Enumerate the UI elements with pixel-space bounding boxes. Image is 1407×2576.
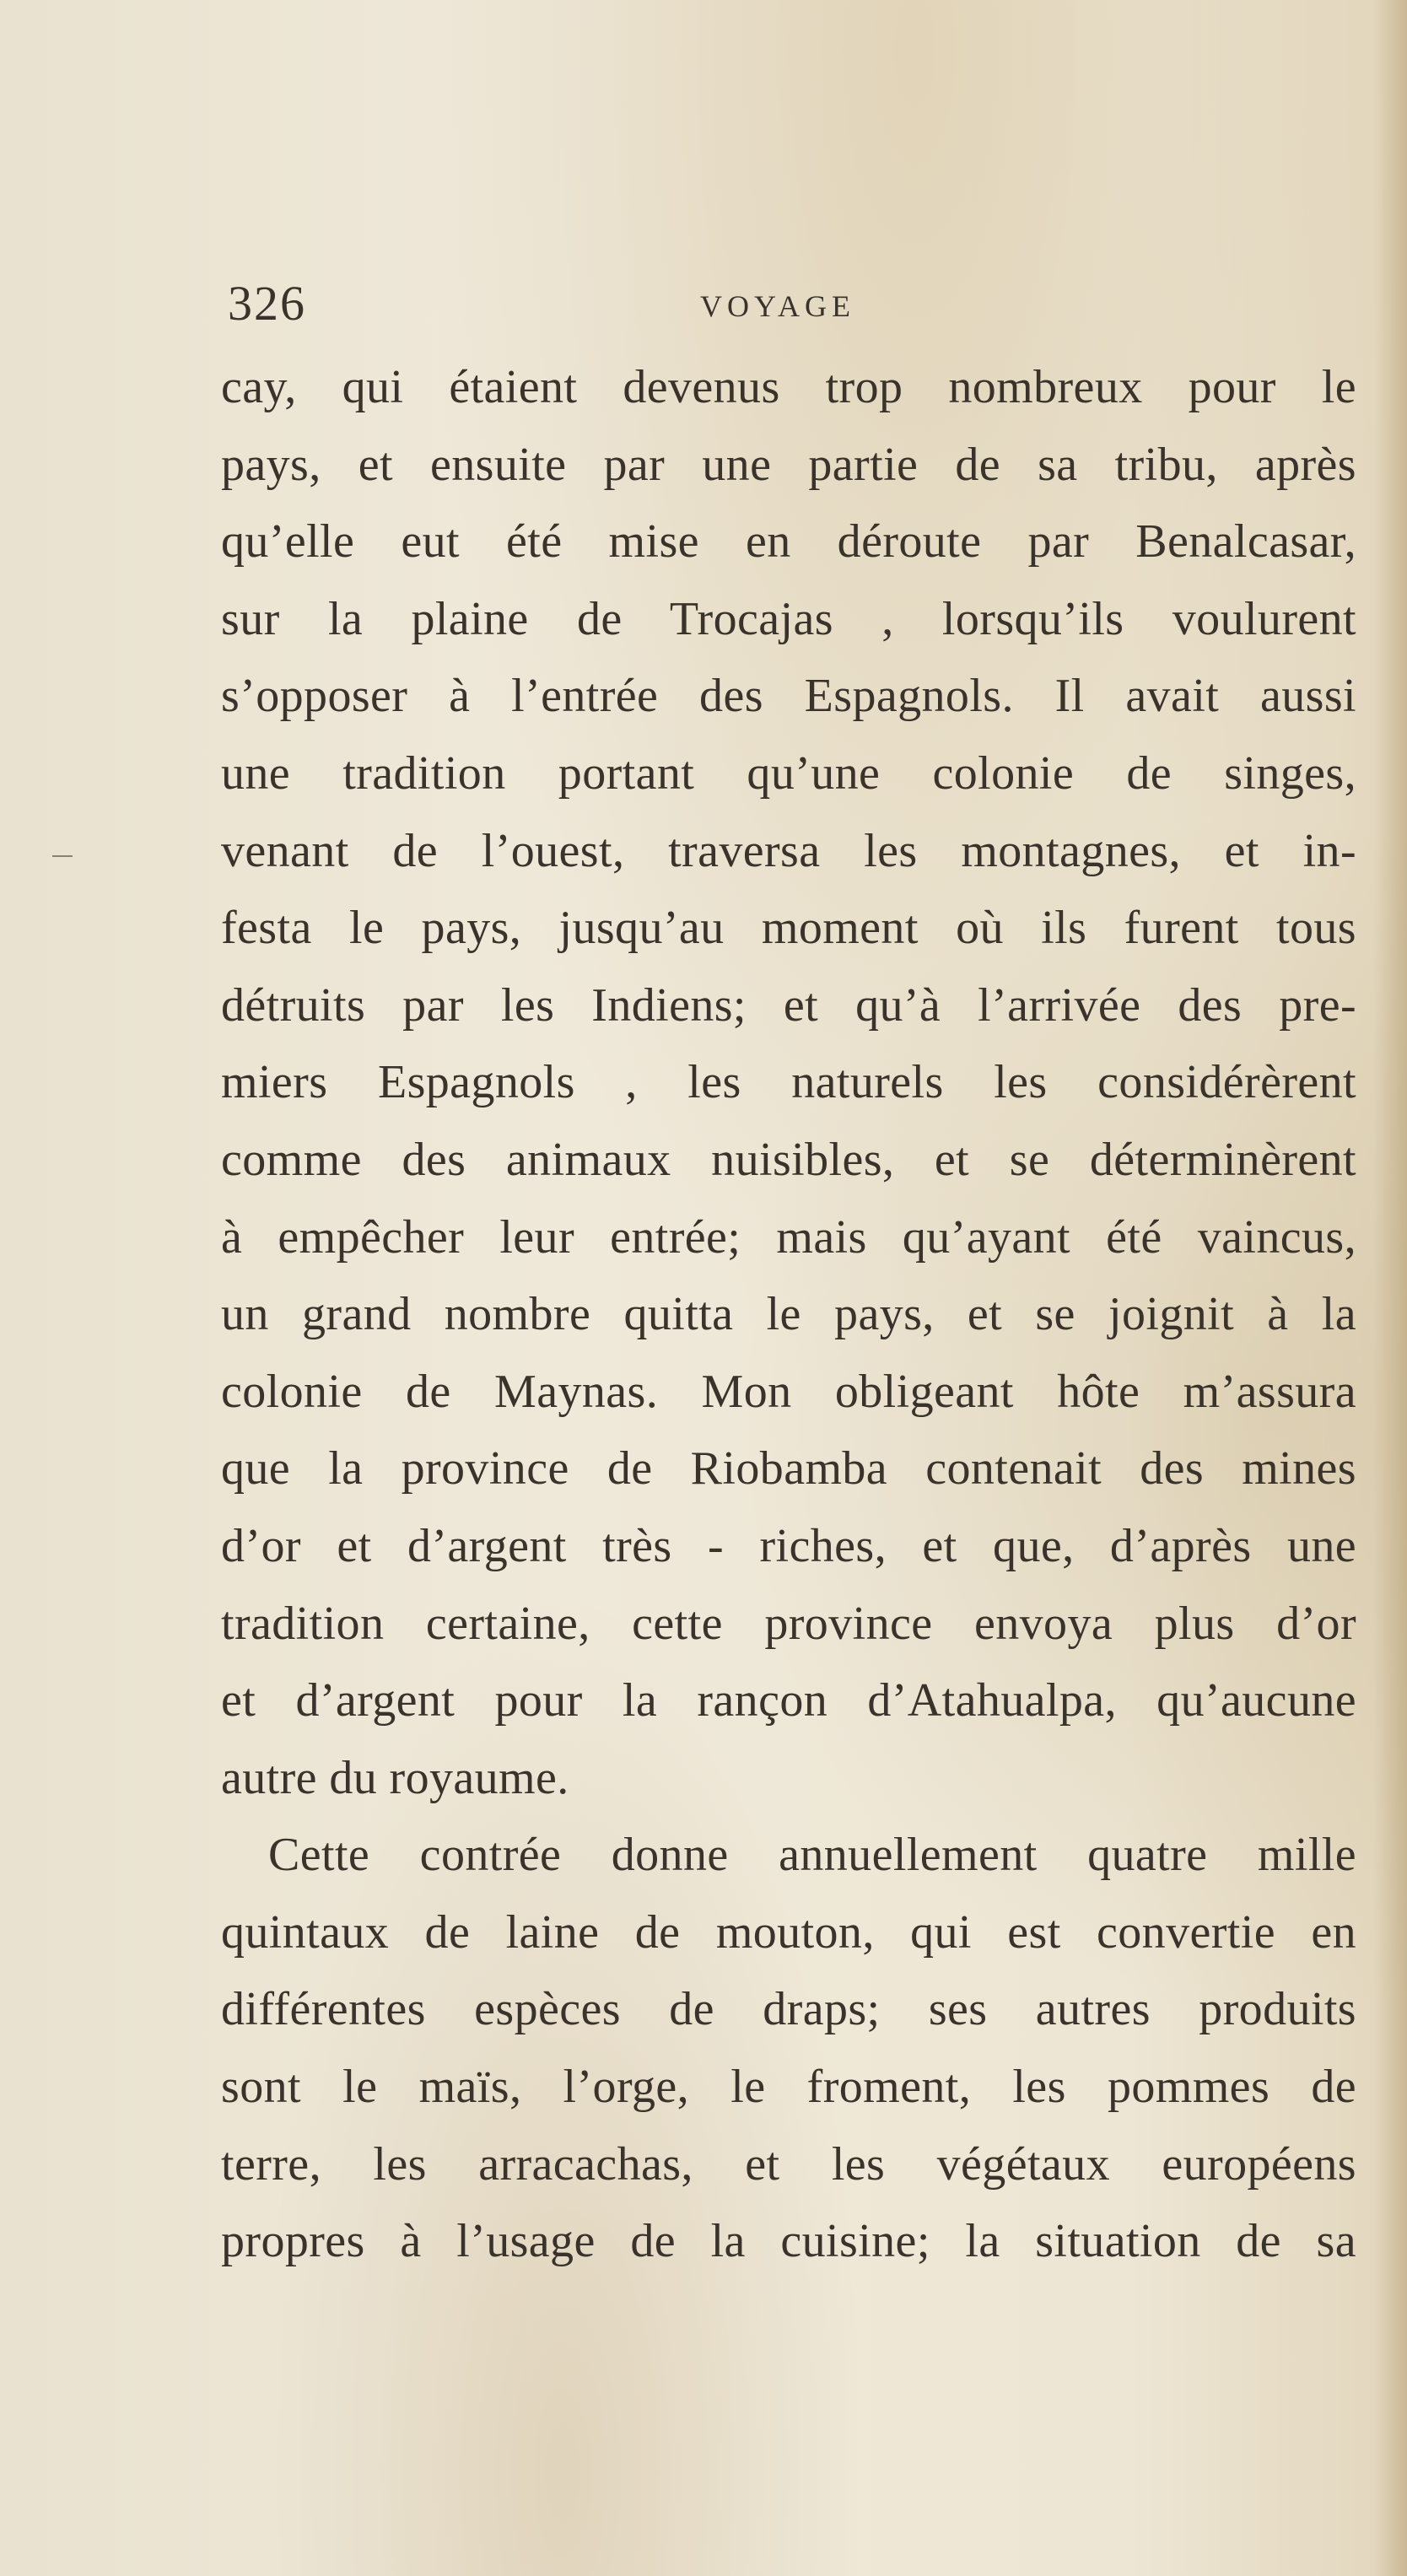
text-line: une tradition portant qu’une colonie de singes, [221, 746, 1356, 800]
page-edge-shadow [1373, 0, 1407, 2576]
text-line: d’or et d’argent très - riches, et que, d’après une [221, 1519, 1356, 1572]
text-line: miers Espagnols , les naturels les considérèrent [221, 1056, 1356, 1109]
text-line: propres à l’usage de la cuisine; la situation de sa [221, 2215, 1356, 2268]
paragraph-start-line: Cette contrée donne annuellement quatre mille [268, 1829, 1356, 1882]
text-line: qu’elle eut été mise en déroute par Benalcasar, [221, 515, 1356, 569]
page-number: 326 [228, 276, 306, 331]
text-line: et d’argent pour la rançon d’Atahualpa, qu’aucune [221, 1674, 1356, 1727]
text-line: sur la plaine de Trocajas , lorsqu’ils voulurent [221, 592, 1356, 645]
text-line: colonie de Maynas. Mon obligeant hôte m’assura [221, 1365, 1356, 1418]
running-head [228, 268, 1358, 339]
text-line: s’opposer à l’entrée des Espagnols. Il avait aussi [221, 670, 1356, 723]
running-title: VOYAGE [700, 289, 855, 323]
text-line: sont le maïs, l’orge, le froment, les pommes de [221, 2061, 1356, 2114]
paragraph-end-line: autre du royaume. [221, 1751, 569, 1804]
text-line: quintaux de laine de mouton, qui est convertie en [221, 1905, 1356, 1959]
text-line: terre, les arracachas, et les végétaux européens [221, 2137, 1356, 2191]
text-line: tradition certaine, cette province envoya plus d’or [221, 1597, 1356, 1650]
text-line: pays, et ensuite par une partie de sa tribu, après [221, 438, 1356, 491]
text-line: venant de l’ouest, traversa les montagnes, et in- [221, 824, 1356, 877]
text-line: festa le pays, jusqu’au moment où ils furent tous [221, 902, 1356, 955]
text-line: détruits par les Indiens; et qu’à l’arrivée des pre- [221, 978, 1356, 1032]
text-line: comme des animaux nuisibles, et se déterminèrent [221, 1133, 1356, 1186]
text-line: cay, qui étaient devenus trop nombreux pour le [221, 361, 1356, 413]
text-line: différentes espèces de draps; ses autres produits [221, 1983, 1356, 2036]
text-line: un grand nombre quitta le pays, et se joignit à la [221, 1288, 1356, 1341]
text-line: que la province de Riobamba contenait des mines [221, 1442, 1356, 1495]
margin-mark [52, 855, 73, 857]
body-text [221, 349, 1356, 2281]
text-line: à empêcher leur entrée; mais qu’ayant été vaincus, [221, 1210, 1356, 1264]
